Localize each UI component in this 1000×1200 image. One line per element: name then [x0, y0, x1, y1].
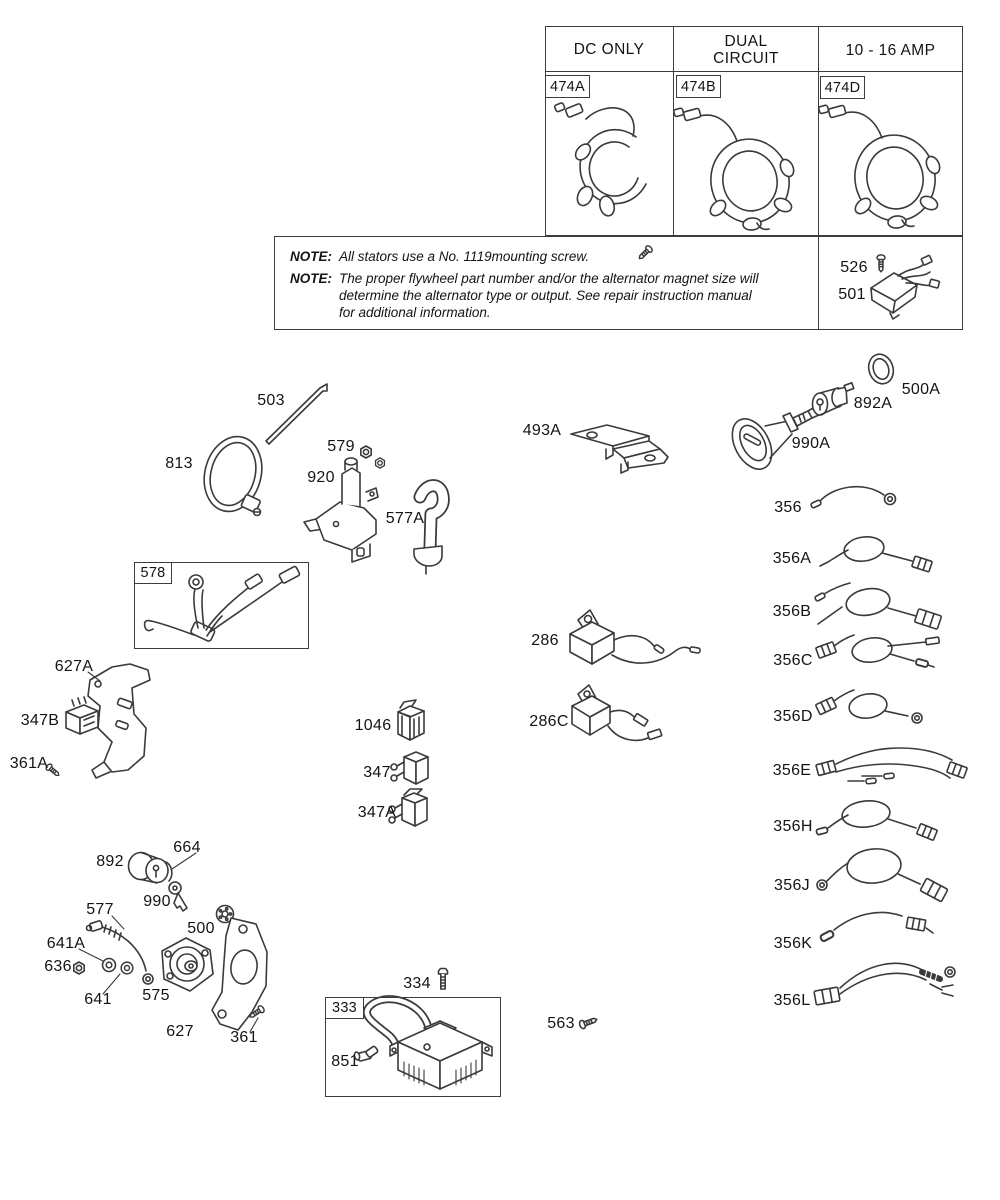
- callout-664: 664: [173, 839, 201, 856]
- note-2-line-3: for additional information.: [339, 305, 491, 320]
- callout-356L: 356L: [773, 992, 811, 1009]
- washer-641a-drawing: [103, 959, 116, 972]
- callout-577A: 577A: [385, 510, 425, 527]
- cell-label-474a: 474A: [545, 75, 590, 98]
- harness-356c-drawing: [816, 635, 940, 667]
- callout-361: 361: [230, 1029, 258, 1046]
- note-1-prefix: NOTE:: [290, 249, 332, 264]
- starter-575-drawing: [162, 938, 213, 991]
- switch-892a-drawing: [813, 383, 854, 415]
- callout-356A: 356A: [772, 550, 812, 567]
- stator-table-divider-1: [673, 26, 674, 236]
- box-label-333: 333: [325, 997, 364, 1019]
- note-1: [290, 248, 589, 265]
- column-header-dual-circuit: DUAL CIRCUIT: [713, 33, 779, 67]
- module-286-drawing: [570, 610, 700, 664]
- callout-892A: 892A: [853, 395, 893, 412]
- harness-356b-drawing: [814, 583, 941, 629]
- callout-1046: 1046: [354, 717, 392, 734]
- screw-563-drawing: [579, 1015, 599, 1029]
- callout-636: 636: [44, 958, 72, 975]
- callout-356D: 356D: [773, 708, 813, 725]
- callout-990: 990: [143, 893, 171, 910]
- callout-347: 347: [363, 764, 391, 781]
- callout-990A: 990A: [791, 435, 831, 452]
- callout-286: 286: [531, 632, 559, 649]
- ring-500a-drawing: [865, 351, 897, 387]
- cell-label-474d: 474D: [820, 76, 865, 99]
- column-header-10-16-amp: 10 - 16 AMP: [845, 42, 936, 59]
- harness-356d-drawing: [816, 690, 922, 723]
- note-2-prefix: NOTE:: [290, 271, 332, 286]
- callout-563: 563: [547, 1015, 575, 1032]
- callout-493A: 493A: [522, 422, 562, 439]
- harness-356h-drawing: [816, 799, 937, 841]
- callout-501: 501: [838, 286, 866, 303]
- bolt-334-drawing: [439, 969, 448, 990]
- callout-356E: 356E: [772, 762, 812, 779]
- harness-356a-drawing: [820, 534, 932, 572]
- callout-356K: 356K: [773, 935, 813, 952]
- switch-347b-drawing: [66, 697, 98, 734]
- callout-500A: 500A: [901, 381, 941, 398]
- callout-500: 500: [187, 920, 215, 937]
- callout-813: 813: [165, 455, 193, 472]
- callout-356J: 356J: [774, 877, 810, 894]
- callout-627A: 627A: [54, 658, 94, 675]
- bracket-493a-drawing: [571, 425, 668, 473]
- callout-577: 577: [86, 901, 114, 918]
- callout-356C: 356C: [773, 652, 813, 669]
- harness-356e-drawing: [816, 748, 967, 784]
- callout-575: 575: [142, 987, 170, 1004]
- callout-356H: 356H: [773, 818, 813, 835]
- switch-347-drawing: [391, 752, 428, 784]
- callout-503: 503: [257, 392, 285, 409]
- nuts-579-drawing: [361, 446, 385, 468]
- callout-356B: 356B: [772, 603, 812, 620]
- note-2-text: [339, 270, 758, 321]
- callout-361A: 361A: [9, 755, 49, 772]
- washer-641-drawing: [121, 962, 133, 974]
- nut-636-drawing: [74, 962, 84, 974]
- callout-920: 920: [307, 469, 335, 486]
- note-2-line-2: determine the alternator type or output. See repair instruction manual: [339, 288, 752, 303]
- harness-356-drawing: [810, 487, 895, 509]
- harness-356l-drawing: [814, 963, 955, 1005]
- callout-641A: 641A: [46, 935, 86, 952]
- harness-356j-drawing: [817, 847, 948, 902]
- cell-label-474b: 474B: [676, 75, 721, 98]
- boot-577a-drawing: [414, 486, 443, 574]
- harness-356k-drawing: [820, 912, 933, 941]
- note-1-text: All stators use a No. 1119mounting screw.: [339, 249, 590, 264]
- note-2-line-1: The proper flywheel part number and/or the alternator magnet size will: [339, 271, 759, 286]
- callout-526: 526: [840, 259, 868, 276]
- note-2: [290, 270, 758, 321]
- callout-627: 627: [166, 1023, 194, 1040]
- module-286c-drawing: [572, 685, 662, 740]
- callout-851: 851: [331, 1053, 359, 1070]
- clamp-813-drawing: [196, 430, 270, 518]
- callout-356: 356: [774, 499, 802, 516]
- callout-579: 579: [327, 438, 355, 455]
- callout-334: 334: [403, 975, 431, 992]
- box-label-578: 578: [134, 562, 172, 584]
- callout-347A: 347A: [357, 804, 397, 821]
- block-1046-drawing: [398, 700, 424, 740]
- callout-286C: 286C: [529, 713, 569, 730]
- column-header-dc-only: DC ONLY: [573, 41, 645, 58]
- callout-892: 892: [96, 853, 124, 870]
- callout-347B: 347B: [20, 712, 60, 729]
- stator-table-header-separator: [545, 71, 963, 72]
- callout-641: 641: [84, 991, 112, 1008]
